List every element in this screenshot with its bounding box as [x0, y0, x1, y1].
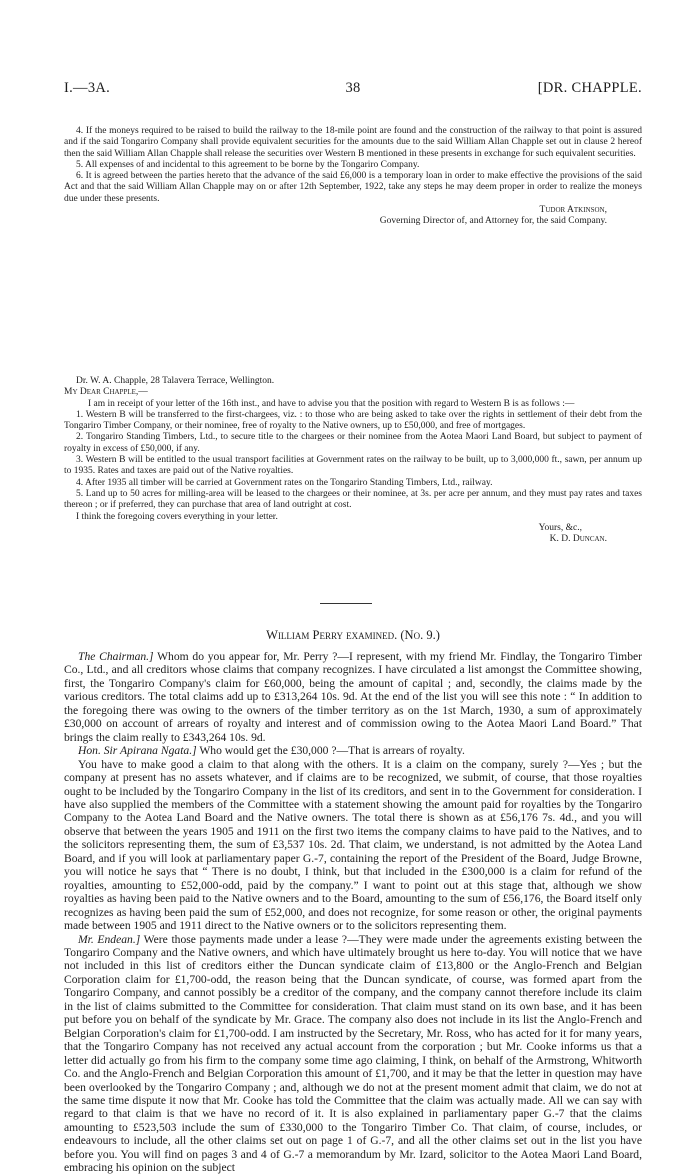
speaker-label: Mr. Endean.]: [78, 932, 141, 946]
document-reference: I.—3A.: [64, 80, 111, 96]
testimony-paragraph: [64, 744, 642, 757]
speaker-label: The Chairman.]: [78, 650, 154, 663]
clause-6: 6. It is agreed between the parties hereto that the advance of the said £6,000 is a temporary loan in order to make effective the provisions of the said Act and that the said William Allan Chapple may on or after 12th September, 1922, take any steps he may deem proper in order to realize the moneys due under these presents.: [64, 171, 642, 204]
page-header: [64, 80, 642, 102]
page-number: 38: [345, 80, 361, 96]
signature-name: Tudor Atkinson,: [539, 205, 607, 216]
letter-closing-line: I think the foregoing covers everything in your letter.: [76, 511, 278, 522]
testimony-body: [64, 650, 642, 1175]
letter-salutation: My Dear Chapple,—: [64, 387, 148, 398]
section-divider: [320, 603, 372, 604]
letter-item-3: 3. Western B will be entitled to the usual transport facilities at Government rates on the railway to be built, up to 3,000,000 ft., sawn, per annum up to 1935. Rates and taxes are paid out of the Native royalties.: [64, 455, 642, 477]
section-heading: William Perry examined. (No. 9.): [266, 628, 440, 642]
testimony-text: Whom do you appear for, Mr. Perry ?—I represent, with my friend Mr. Findlay, the Tongariro Timber Co., Ltd., and all creditors whose claims that company recognizes. I have circulated a list amongst the Committee showing, first, the Tongariro Company's claim for £60,000, being the amount of capital ; and, secondly, the claims made by the various creditors. The total claims add up to £313,264 10s. 9d. At the end of the list you will see this note : “ In addition to the foregoing there was owing to the owners of the timber territory as on the 1st March, 1930, a sum of approximately £30,000 on account of arrears of royalty and interest and of commission owing to the Aotea Maori Land Board.” That brings the claim really to £343,264 10s. 9d.: [64, 650, 642, 744]
letter-signer: K. D. Duncan.: [549, 534, 607, 545]
testimony-paragraph: [64, 758, 642, 933]
letter: [64, 376, 642, 545]
letter-intro: I am in receipt of your letter of the 16th inst., and have to advise you that the position with regard to Western B is as follows :—: [88, 398, 575, 409]
letter-item-2: 2. Tongariro Standing Timbers, Ltd., to secure title to the chargees or their nominee from the Aotea Maori Land Board, but subject to payment of royalty in excess of £50,000, if any.: [64, 432, 642, 454]
testimony-paragraph: [64, 650, 642, 744]
clause-5: 5. All expenses of and incidental to this agreement to be borne by the Tongariro Company.: [76, 159, 420, 170]
signature-title: Governing Director of, and Attorney for, the said Company.: [379, 216, 607, 227]
speaker-label: Hon. Sir Apirana Ngata.]: [78, 744, 197, 758]
testimony-paragraph: [64, 933, 642, 1175]
letter-address: Dr. W. A. Chapple, 28 Talavera Terrace, Wellington.: [76, 376, 275, 386]
letter-item-5: 5. Land up to 50 acres for milling-area will be leased to the chargees or their nominee, at 3s. per acre per annum, and they must pay rates and taxes thereon ; or if preferred, they can purchase that area of land outright at cost.: [64, 488, 642, 511]
running-head: [DR. CHAPPLE.: [537, 80, 642, 96]
letter-valediction: Yours, &c.,: [538, 522, 582, 533]
letter-item-1: 1. Western B will be transferred to the first-chargees, viz. : to those who are being asked to take over the rights in settlement of their debt from the Tongariro Timber Company, or their nominee, free of royalty to the Native owners, up to £50,000, and free of mortgages.: [64, 409, 642, 432]
clause-4: 4. If the moneys required to be raised to build the railway to the 18-mile point are found and the construction of the railway to that point is assured and if the said Tongariro Company shall provide equivalent securities for the amounts due to the said William Allan Chapple set out in clause 2 hereof then the said William Allan Chapple shall release the securities over Western B mentioned in these presents in exchange for such equivalent securities.: [64, 126, 642, 159]
agreement-clauses: [64, 126, 642, 228]
testimony-text: Were those payments made under a lease ?—They were made under the agreements existing between the Tongariro Company and the Native owners, and which have ultimately brought us here to-day. You will notice that we have not included in this list of creditors either the Duncan syndicate claim of £13,800 or the Anglo-French and Belgian Corporation claim for £1,700-odd, the reason being that the Duncan syndicate, of course, was formed apart from the Tongariro Company, and cannot possibly be a creditor of the company, and the company cannot therefore include its claim in the list of claims submitted to the Committee for consideration. That claim must stand on its own base, and it has been put before you on behalf of the syndicate by Mr. Grace. The company also does not include in its list the Anglo-French and Belgian Corporation's claim for £1,700-odd. I am instructed by the Secretary, Mr. Ross, who has acted for it for many years, that the Tongariro Company has not received any actual account from the corporation ; but Mr. Cooke informs us that a letter did actually go from his firm to the company some time ago claiming, I think, on behalf of the Armstrong, Whitworth Co. and the Anglo-French and Belgian Corporation this amount of £1,700, and it may be that the letter in question may have been overlooked by the Tongariro Company ; and, although we do not at the present moment admit that claim, we do not at the same time dispute it now that Mr. Cooke has told the Committee that the claim was actually made. All we can say with regard to that claim is that we have no record of it. It is also explained in parliamentary paper G.-7 that the claims amounting to £523,503 include the sum of £330,000 to the Tongariro Timber Co. That claim, of course, includes, or endeavours to include, all the other claims set out on page 1 of G.-7, and all the other claims set out in the list you have before you. You will find on pages 3 and 4 of G.-7 a memorandum by Mr. Izard, solicitor to the Aotea Maori Land Board, embracing his opinion on the subject: [64, 932, 642, 1175]
testimony-text: You have to make good a claim to that along with the others. It is a claim on the company, surely ?—Yes ; but the company at present has no assets whatever, and if claims are to be recognized, we submit, of course, that those royalties ought to be included by the Tongariro Company in the list of its creditors, and sent in to the Government for consideration. I have also supplied the members of the Committee with a statement showing the amount paid for royalties by the Tongariro Company to the Aotea Land Board and the Native owners. The total there is shown as at £56,176 7s. 4d., and you will observe that between the years 1905 and 1911 on the first two items the company claims to have paid to the Natives, and to the solicitors representing them, the sum of £3,537 10s. 2d. That claim, we understand, is not admitted by the Aotea Land Board, and if you will look at parliamentary paper G.-7, containing the report of the President of the Board, Judge Browne, you will notice he says that “ There is no doubt, I think, but that included in the £300,000 is a claim for refund of the royalties, amounting to £52,000-odd, paid by the company.” I want to point out at this stage that, although we show royalties as having been paid to the Native owners and to the Board, amounting to the sum of £56,176, the Board itself only recognizes as having been paid the sum of £52,000, and does not recognize, for some reason or other, the original payments made between 1905 and 1911 direct to the Native owners or to the solicitors representing them.: [64, 757, 642, 933]
letter-item-4: 4. After 1935 all timber will be carried at Government rates on the Tongariro Standing Timbers, Ltd., railway.: [76, 477, 493, 488]
testimony-text: Who would get the £30,000 ?—That is arrears of royalty.: [196, 744, 465, 758]
